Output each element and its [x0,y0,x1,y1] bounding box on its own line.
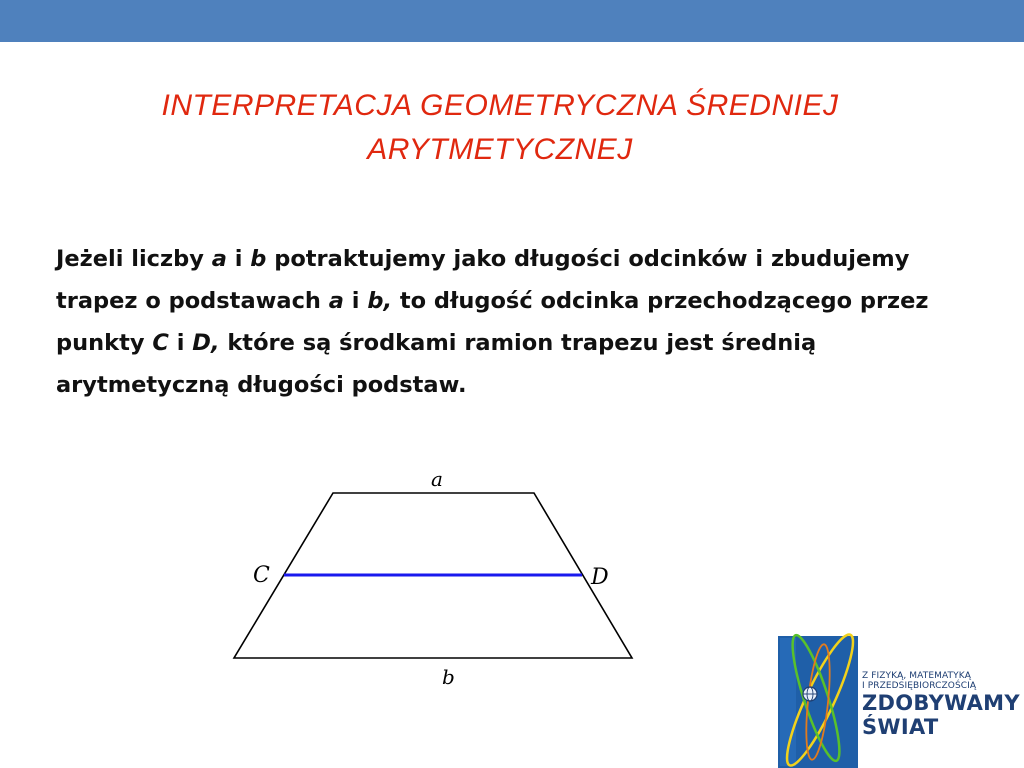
label-b: b [442,665,455,689]
text-run: to długość odcinka przechodzącego przez punkty [56,288,929,356]
trapezoid-diagram [225,462,645,692]
logo-line-4: ŚWIAT [862,715,939,739]
italic-run: a [211,246,227,272]
label-d: D [591,565,609,590]
logo-emblem [766,622,866,768]
italic-run: D, [192,330,220,356]
logo-text [862,671,1024,739]
text-run: Jeżeli liczby [56,246,212,272]
text-run: potraktujemy jako długości odcinków i zbudujemy trapez o podstawach [56,246,910,314]
logo-line-1: Z FIZYKĄ, MATEMATYKĄ [862,671,971,681]
text-run: i [226,246,251,272]
text-run: które są środkami ramion trapezu jest średnią arytmetyczną długości podstaw. [56,330,817,398]
body-paragraph [56,238,961,406]
top-bar [0,0,1024,42]
italic-run: b [250,246,267,272]
italic-run: a [328,288,344,314]
slide-title: INTERPRETACJA GEOMETRYCZNA ŚREDNIEJ ARYTMETYCZNEJ [161,89,839,166]
logo-line-2: I PRZEDSIĘBIORCZOŚCIĄ [862,681,977,691]
logo-line-3: ZDOBYWAMY [862,691,1020,715]
italic-run: b, [367,288,393,314]
text-run: i [168,330,193,356]
label-a: a [431,467,443,491]
italic-run: C [152,330,169,356]
text-run: i [343,288,368,314]
label-c: C [253,563,270,588]
